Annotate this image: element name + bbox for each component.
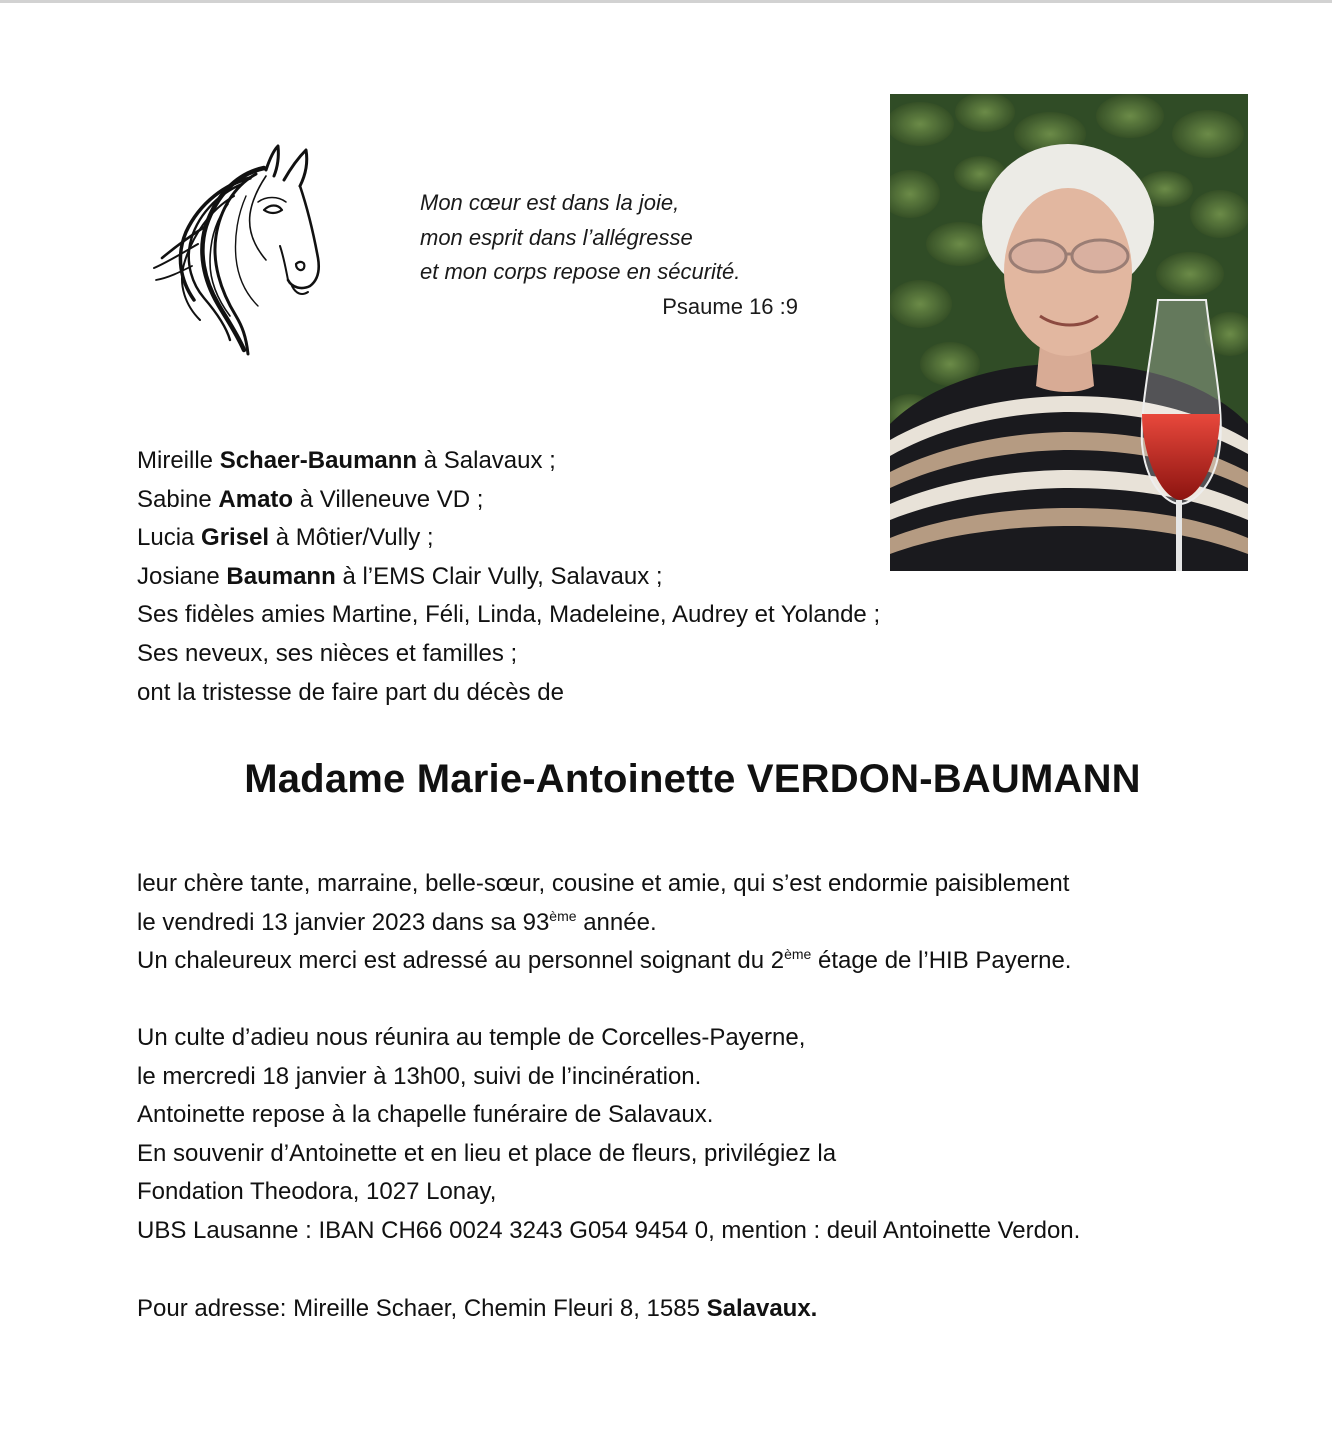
- address-city: Salavaux.: [706, 1295, 818, 1322]
- top-border: [0, 0, 1332, 3]
- family-list: [137, 442, 1137, 712]
- verse-reference: Psaume 16 :9: [662, 293, 798, 319]
- bank-line: UBS Lausanne : IBAN CH66 0024 3243 G054 9454 0, mention : deuil Antoinette Verdon.: [137, 1216, 1081, 1244]
- date-line: le mercredi 18 janvier à 13h00, suivi de l’incinération.: [137, 1062, 702, 1090]
- announce-line: ont la tristesse de faire part du décès de: [137, 678, 564, 706]
- chapel-line: Antoinette repose à la chapelle funéraire de Salavaux.: [137, 1101, 714, 1129]
- family-member-2: Sabine Amato à Villeneuve VD ;: [137, 485, 484, 513]
- ceremony-line: Un culte d’adieu nous réunira au temple de Corcelles-Payerne,: [137, 1024, 806, 1051]
- deceased-name: Madame Marie-Antoinette VERDON-BAUMANN: [244, 757, 1141, 801]
- family-member-1: Mireille Schaer-Baumann à Salavaux ;: [137, 447, 556, 474]
- paragraph-1-line-1: leur chère tante, marraine, belle-sœur, cousine et amie, qui s’est endormie paisiblement: [137, 870, 1070, 897]
- donation-line: En souvenir d’Antoinette et en lieu et place de fleurs, privilégiez la: [137, 1139, 837, 1167]
- family-member-4: Josiane Baumann à l’EMS Clair Vully, Salavaux ;: [137, 562, 663, 590]
- verse-line-1: Mon cœur est dans la joie,: [420, 190, 680, 215]
- verse-line-3: et mon corps repose en sécurité.: [420, 259, 741, 284]
- friends-line: Ses fidèles amies Martine, Féli, Linda, Madeleine, Audrey et Yolande ;: [137, 601, 881, 629]
- paragraph-2: [137, 1019, 1257, 1251]
- relatives-line: Ses neveux, ses nièces et familles ;: [137, 639, 518, 667]
- address-line: Pour adresse: Mireille Schaer, Chemin Fleuri 8, 1585 Salavaux.: [137, 1295, 818, 1322]
- paragraph-1: [137, 865, 1257, 981]
- foundation-line: Fondation Theodora, 1027 Lonay,: [137, 1178, 497, 1206]
- psalm-verse: [420, 186, 820, 324]
- verse-line-2: mon esprit dans l’allégresse: [420, 224, 693, 250]
- horse-head-icon: [146, 140, 326, 360]
- paragraph-1-line-2: le vendredi 13 janvier 2023 dans sa 93ème année.: [137, 907, 657, 936]
- family-member-3: Lucia Grisel à Môtier/Vully ;: [137, 524, 434, 552]
- paragraph-1-line-3: Un chaleureux merci est adressé au personnel soignant du 2ème étage de l’HIB Payerne.: [137, 946, 1072, 975]
